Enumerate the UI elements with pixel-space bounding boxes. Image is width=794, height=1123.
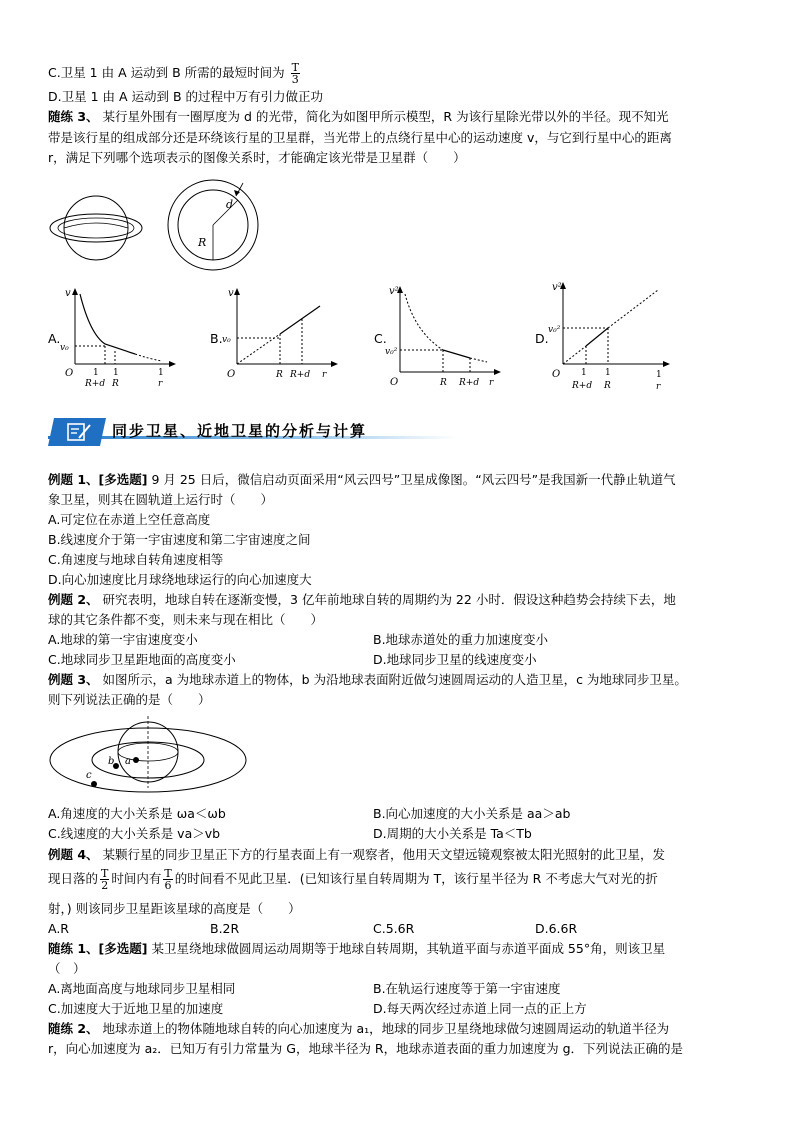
- svg-text:R+d: R+d: [85, 379, 106, 389]
- option-c-line: [48, 62, 302, 85]
- example-4-line-2: 现日落的 $\frac{T}{2}$ 时间内有 $\frac{T}{6}$ 的时间看不见此卫星．(已知该行星自转周期为 T，该行星半径为 R 不考虑大气对光的折: [48, 867, 658, 892]
- example-4-label: 例题 4、: [48, 847, 99, 862]
- svg-text:O: O: [552, 369, 561, 380]
- example-1-option-a: A.可定位在赤道上空任意高度: [48, 512, 211, 527]
- example-3-line-1: 例题 3、 如图所示，a 为地球赤道上的物体，b 为沿地球表面附近做匀速圆周运动的人造卫星，c 为地球同步卫星。: [48, 672, 687, 687]
- graph-option-c-label: C.: [374, 331, 387, 346]
- label-d: d: [226, 198, 234, 211]
- practice-1-option-b: B.在轨运行速度等于第一宇宙速度: [373, 981, 561, 996]
- svg-text:v: v: [228, 288, 234, 299]
- planet-top-view: [168, 180, 258, 270]
- example-2-line-1: 例题 2、 研究表明，地球自转在逐渐变慢，3 亿年前地球自转的周期约为 22 小时．假设这种趋势会持续下去，地: [48, 592, 676, 607]
- satellite-a-dot: [133, 757, 139, 763]
- graph-c: [385, 282, 505, 392]
- example-1-line-1: 例题 1、[多选题] 9 月 25 日后，微信启动页面采用“风云四号”卫星成像图。“风云四号”是我国新一代静止轨道气: [48, 472, 676, 487]
- svg-text:r: r: [489, 378, 494, 388]
- svg-text:O: O: [65, 368, 74, 379]
- practice-2-label: 随练 2、: [48, 1021, 99, 1036]
- svg-text:R+d: R+d: [572, 381, 593, 391]
- svg-text:r: r: [322, 370, 327, 380]
- example-3-option-a: A.角速度的大小关系是 ωa＜ωb: [48, 806, 226, 821]
- example-4-option-d: D.6.6R: [535, 921, 578, 936]
- example-2-option-c: C.地球同步卫星距地面的高度变小: [48, 652, 236, 667]
- practice-1-option-c: C.加速度大于近地卫星的加速度: [48, 1001, 224, 1016]
- fraction-t-over-2: $\frac{T}{2}$: [101, 867, 109, 892]
- satellite-c-dot: [91, 781, 97, 787]
- svg-text:v₀²: v₀²: [385, 347, 398, 357]
- practice-1-option-d: D.每天两次经过赤道上同一点的正上方: [373, 1001, 587, 1016]
- example-1-option-b: B.线速度介于第一宇宙速度和第二宇宙速度之间: [48, 532, 311, 547]
- example-3-label: 例题 3、: [48, 672, 99, 687]
- graph-a: [60, 284, 180, 394]
- svg-text:v²: v²: [552, 282, 562, 293]
- svg-text:r: r: [158, 379, 163, 389]
- svg-text:R+d: R+d: [290, 370, 311, 380]
- svg-text:b: b: [108, 756, 115, 767]
- svg-text:v₀²: v₀²: [548, 325, 561, 335]
- svg-text:1: 1: [656, 370, 662, 380]
- svg-text:R: R: [112, 379, 119, 389]
- practice-2-line-2: r，向心加速度为 a₂．已知万有引力常量为 G，地球半径为 R，地球赤道表面的重力加速度为 g．下列说法正确的是: [48, 1041, 684, 1056]
- svg-text:R: R: [440, 378, 447, 388]
- svg-text:v: v: [65, 288, 71, 299]
- example-4-option-c: C.5.6R: [373, 921, 415, 936]
- practice-1-line-1: 随练 1、[多选题] 某卫星绕地球做圆周运动周期等于地球自转周期，其轨道平面与赤道平面成 55°角，则该卫星: [48, 941, 666, 956]
- svg-text:v₀: v₀: [222, 335, 231, 345]
- practice-3-line-2: 带是该行星的组成部分还是环绕该行星的卫星群，当光带上的点绕行星中心的运动速度 v，与它到行星中心的距离: [48, 130, 672, 145]
- fraction-t-over-3: $\frac{T}{3}$: [291, 61, 299, 86]
- graph-option-d-label: D.: [535, 331, 549, 346]
- svg-text:v₀: v₀: [60, 343, 69, 353]
- svg-text:R+d: R+d: [459, 378, 480, 388]
- option-d-line: D.卫星 1 由 A 运动到 B 的过程中万有引力做正功: [48, 89, 324, 104]
- example-4-option-b: B.2R: [210, 921, 240, 936]
- practice-2-line-1: 随练 2、 地球赤道上的物体随地球自转的向心加速度为 a₁，地球的同步卫星绕地球做匀速圆周运动的轨道半径为: [48, 1021, 670, 1036]
- practice-1-label: 随练 1、[多选题]: [48, 941, 148, 956]
- svg-text:a: a: [125, 756, 131, 767]
- svg-text:1: 1: [581, 368, 587, 378]
- example-1-option-c: C.角速度与地球自转角速度相等: [48, 552, 224, 567]
- example-2-line-2: 球的其它条件都不变，则未来与现在相比（ ）: [48, 612, 324, 627]
- example-2-label: 例题 2、: [48, 592, 99, 607]
- example-1-line-2: 象卫星，则其在圆轨道上运行时（ ）: [48, 492, 274, 507]
- example-1-option-d: D.向心加速度比月球绕地球运行的向心加速度大: [48, 572, 312, 587]
- label-R: R: [198, 236, 207, 249]
- graph-option-a-label: A.: [48, 331, 61, 346]
- ring-planet-figure: [48, 178, 278, 278]
- svg-text:R: R: [604, 381, 611, 391]
- example-4-option-a: A.R: [48, 921, 69, 936]
- svg-text:1: 1: [158, 368, 164, 378]
- graph-d: [548, 278, 678, 396]
- svg-text:O: O: [390, 377, 399, 388]
- practice-3-label: 随练 3、: [48, 109, 99, 124]
- example-2-option-d: D.地球同步卫星的线速度变小: [373, 652, 537, 667]
- svg-text:1: 1: [93, 368, 99, 378]
- graph-b: [222, 284, 342, 384]
- svg-text:v²: v²: [389, 286, 399, 297]
- practice-1-option-a: A.离地面高度与地球同步卫星相同: [48, 981, 236, 996]
- practice-1-line-2: （ ）: [48, 961, 86, 976]
- example-2-option-b: B.地球赤道处的重力加速度变小: [373, 632, 549, 647]
- example-4-line-3: 射，) 则该同步卫星距该星球的高度是（ ）: [48, 901, 301, 916]
- example-1-label: 例题 1、[多选题]: [48, 472, 148, 487]
- fraction-t-over-6: $\frac{T}{6}$: [164, 867, 172, 892]
- svg-text:1: 1: [605, 368, 611, 378]
- svg-text:c: c: [86, 770, 92, 781]
- graph-option-b-label: B.: [210, 331, 223, 346]
- svg-text:O: O: [227, 369, 236, 380]
- example-2-option-a: A.地球的第一宇宙速度变小: [48, 632, 198, 647]
- svg-text:R: R: [276, 370, 283, 380]
- svg-text:r: r: [656, 382, 661, 392]
- example-4-line-1: 例题 4、 某颗行星的同步卫星正下方的行星表面上有一观察者，他用天文望远镜观察被太阳光照射的此卫星，发: [48, 847, 666, 862]
- svg-text:1: 1: [113, 368, 119, 378]
- example-3-option-c: C.线速度的大小关系是 va＞vb: [48, 826, 221, 841]
- example-3-option-b: B.向心加速度的大小关系是 aa＞ab: [373, 806, 571, 821]
- practice-3-line-1: 随练 3、 某行星外围有一圈厚度为 d 的光带，简化为如图甲所示模型，R 为该行星除光带以外的半径。现不知光: [48, 109, 669, 124]
- earth-orbits-figure: [48, 712, 248, 794]
- example-3-line-2: 则下列说法正确的是（ ）: [48, 692, 211, 707]
- planet-side-view: [50, 196, 142, 260]
- option-c-text: C.卫星 1 由 A 运动到 B 所需的最短时间为: [48, 65, 285, 80]
- practice-3-line-3: r，满足下列哪个选项表示的图像关系时，才能确定该光带是卫星群（ ）: [48, 150, 466, 165]
- section-title: 同步卫星、近地卫星的分析与计算: [112, 422, 368, 440]
- example-3-option-d: D.周期的大小关系是 Ta＜Tb: [373, 826, 532, 841]
